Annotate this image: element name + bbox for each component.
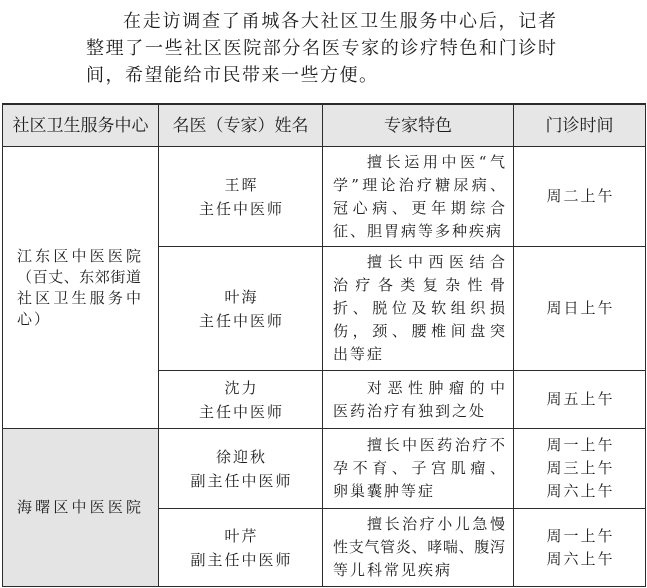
doctor-cell: [159, 429, 323, 509]
hours-cell: [514, 509, 646, 587]
specialty-line: 医药治疗有独到之处: [333, 401, 487, 420]
header-doctor: 名医（专家）姓名: [159, 105, 323, 147]
hours-line: 周五上午: [546, 390, 615, 408]
hours-cell: [514, 247, 646, 371]
specialty-line: 冠心病、更年期综合: [333, 198, 505, 217]
doctor-name: 沈力: [224, 378, 259, 397]
hours-cell: [514, 371, 646, 429]
doctor-name: 徐迎秋: [215, 447, 267, 466]
hours-line: 周日上午: [546, 299, 615, 317]
hours-line: 周二上午: [546, 187, 615, 205]
hours-cell: [514, 147, 646, 247]
center-name-line: 江东区中医医院: [17, 246, 141, 265]
doctor-title: 主任中医师: [198, 199, 284, 218]
doctor-title: 副主任中医师: [190, 550, 293, 569]
header-specialty: 专家特色: [323, 105, 514, 147]
intro-paragraph: [86, 8, 556, 89]
doctor-title: 主任中医师: [198, 402, 284, 421]
doctor-cell: [159, 509, 323, 587]
hours-line: 周六上午: [546, 482, 615, 500]
intro-line: 整理了一些社区医院部分名医专家的诊疗特色和门诊时: [86, 38, 556, 59]
specialty-line: 擅长中医药治疗不: [367, 436, 505, 454]
center-name-line: 心）: [17, 309, 52, 328]
clinic-schedule-table: [2, 103, 646, 587]
specialty-line: 擅长治疗小儿急慢: [367, 515, 505, 533]
center-cell: [3, 147, 159, 429]
specialty-line: 治疗各类复杂性骨: [333, 276, 505, 294]
doctor-title: 副主任中医师: [190, 471, 293, 490]
doctor-cell: [159, 371, 323, 429]
specialty-cell: [323, 247, 514, 371]
specialty-line: 征、胆胃病等多种疾病: [333, 221, 504, 240]
specialty-line: 对恶性肿瘤的中: [367, 378, 505, 397]
specialty-cell: [323, 429, 514, 509]
specialty-cell: [323, 509, 514, 587]
hours-line: 周一上午: [546, 436, 615, 454]
hours-line: 周三上午: [546, 459, 615, 477]
intro-line: 在走访调查了甬城各大社区卫生服务中心后，记者: [123, 11, 556, 32]
center-name-line: 社区卫生服务中: [17, 288, 141, 307]
center-name-line: （百丈、东郊街道: [17, 267, 141, 286]
center-name-line: 海曙区中医医院: [17, 498, 141, 516]
specialty-cell: [323, 371, 514, 429]
header-hours: 门诊时间: [514, 105, 646, 147]
hours-cell: [514, 429, 646, 509]
intro-line: 间，希望能给市民带来一些方便。: [86, 65, 379, 86]
doctor-name: 叶海: [224, 287, 259, 306]
specialty-cell: [323, 147, 514, 247]
specialty-line: 折、脱位及软组织损: [333, 299, 505, 317]
specialty-line: 学”理论治疗糖尿病、: [333, 175, 505, 194]
specialty-line: 孕不育、子宫肌瘤、: [333, 459, 505, 477]
doctor-cell: [159, 147, 323, 247]
center-cell: [3, 429, 159, 587]
specialty-line: 擅长中西医结合: [367, 253, 505, 271]
doctor-name: 王晖: [224, 175, 259, 194]
specialty-line: 伤，颈、腰椎间盘突: [333, 322, 505, 340]
specialty-line: 等儿科常见疾病: [333, 561, 453, 579]
specialty-line: 性支气管炎、哮喘、腹泻: [333, 538, 505, 556]
doctor-cell: [159, 247, 323, 371]
doctor-name: 叶芹: [224, 526, 259, 545]
specialty-line: 擅长运用中医“气: [367, 152, 505, 171]
specialty-line: 出等症: [333, 345, 385, 363]
doctor-title: 主任中医师: [198, 311, 284, 330]
hours-line: 周六上午: [546, 549, 615, 568]
hours-line: 周一上午: [546, 526, 615, 545]
specialty-line: 卵巢囊肿等症: [333, 482, 436, 500]
header-center: 社区卫生服务中心: [3, 105, 159, 147]
